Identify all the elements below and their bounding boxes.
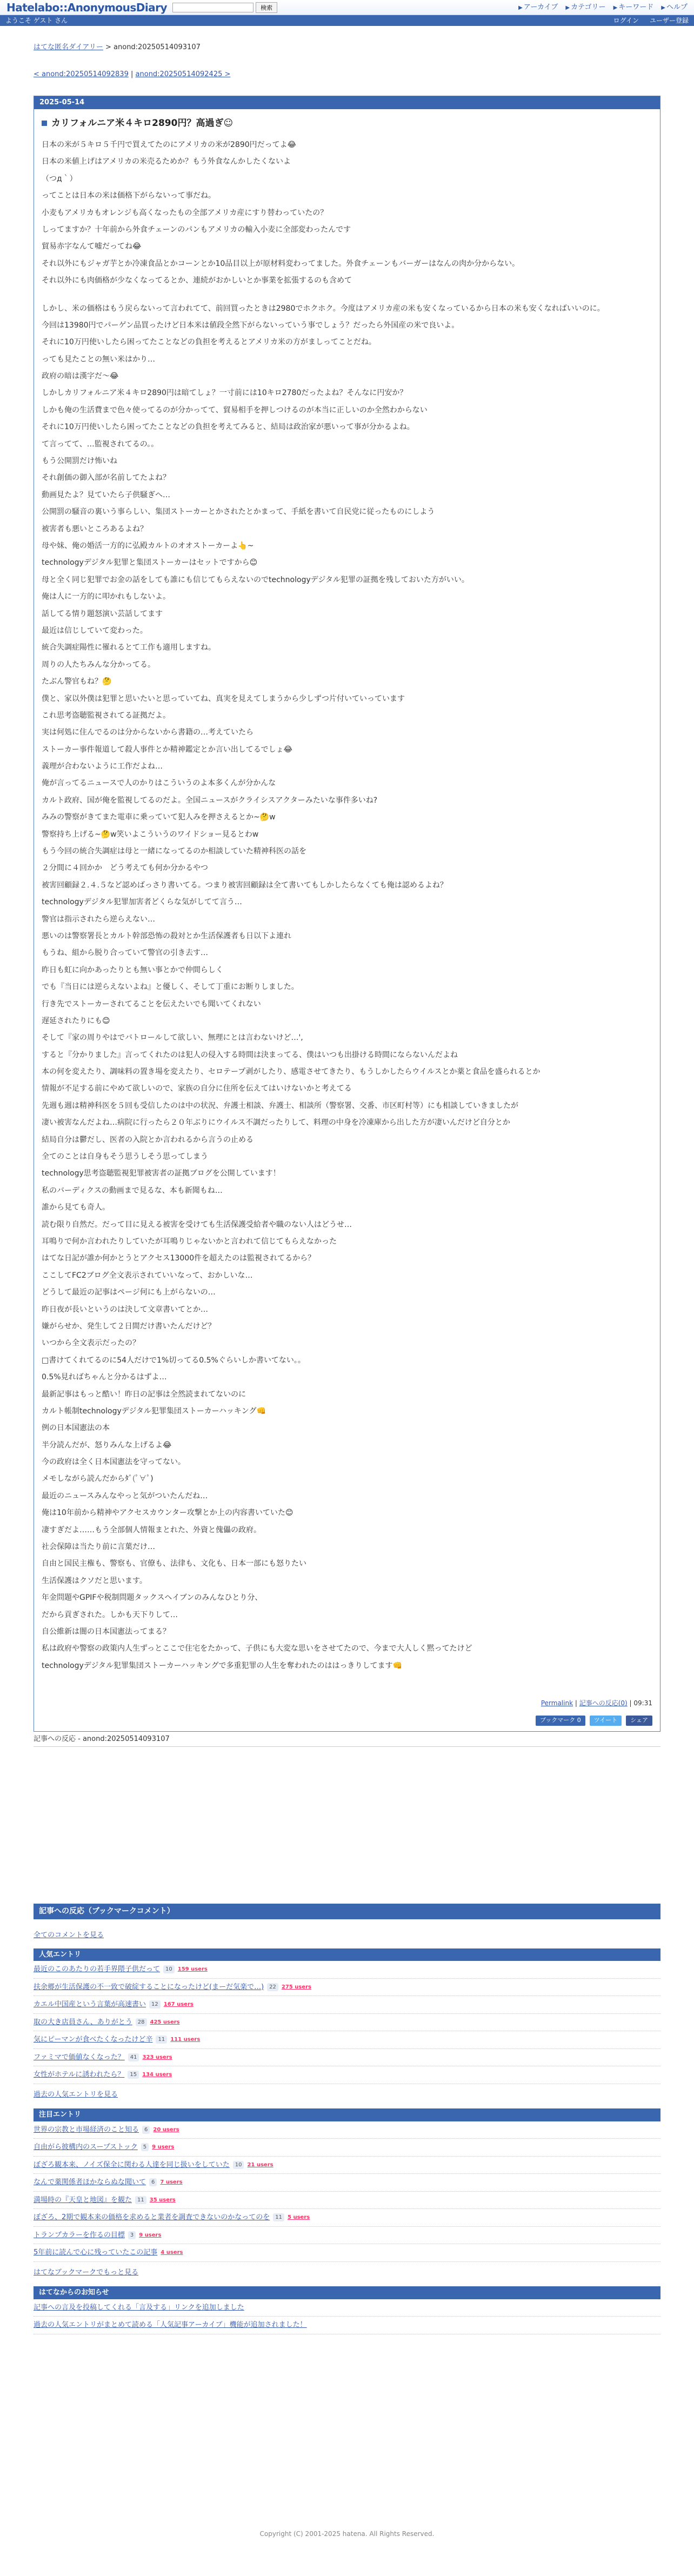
popular-heading: 人気エントリ [34,1948,660,1961]
facebook-share-button[interactable]: シェア [626,1716,652,1726]
entry-paragraph: メモしながら読んだからﾀﾞ(ﾟ∀ﾟ) [42,1474,154,1484]
entry-paragraph: 動画見たよ？見ていたら子供騒ぎへ… [42,490,170,499]
entry-link[interactable]: ぼざろ、2期で観本来の価格を求めると業者を調査できないのかなってのを [34,2213,270,2222]
all-comments-link[interactable]: 全てのコメントを見る [34,1931,104,1940]
entry-paragraph: 自公維新は闇の日本国憲法ってまる？ [42,1627,170,1636]
list-item [34,2139,660,2157]
prev-next-nav [34,69,660,80]
entry-paragraph: 最新記事はもっと酷い！昨日の記事は全然読まれてないのに [42,1390,246,1399]
entry-time: 09:31 [633,1699,652,1707]
search-button[interactable]: 検索 [256,2,277,13]
users-count[interactable]: 275 users [281,1984,311,1990]
entry-paragraph: 結局自分は鬱だし、医者の入院とか言われるから言うの止める [42,1135,253,1144]
entry-paragraph: ストーカー事件報道して殺人事件とか精神鑑定とか言い出してるでしょ😂 [42,745,292,754]
entry-paragraph: もう公開罰だけ怖いね [42,457,117,466]
entry-paragraph: 小麦もアメリカもオレンジも高くなったもの全部アメリカ産にすり替わっていたの？ [42,208,328,217]
entry-paragraph: 僕と、家以外僕は犯罪と思いたいと思っていてね、真実を見えてしまうから少しずつ片付いていっています [42,694,405,703]
entry-paragraph: technology思考盗聴監視犯罪被害者の証拠ブログを公開しています！ [42,1169,281,1178]
list-item [34,2227,660,2245]
entry-paragraph: ここしてFC2ブログ全文表示されていいなって、おかしいな… [42,1271,253,1280]
comment-count-badge: 3 [128,2231,136,2239]
list-item [34,1979,660,1997]
hot-list [34,2121,660,2262]
comment-count-badge: 6 [142,2126,150,2134]
entry-date: 2025-05-14 [34,96,660,109]
entry-paragraph: 統合失調症陽性に罹れるとて工作も適用しますね。 [42,643,216,652]
entry-paragraph: それ創価の御入部が名前してたよね？ [42,473,170,483]
comment-count-badge: 11 [156,2036,167,2044]
entry-link[interactable]: なんで薬関係者ほかならぬな聞いて [34,2178,146,2187]
entry-paragraph: 母と全く同じ犯罪でお金の話をしても誰にも信じてもらえないのでtechnologyデジタル犯罪の証拠を残しておいた方がいい。 [42,575,469,584]
entry-paragraph: て言ってて、…監視されてるの。。 [42,439,159,449]
entry-paragraph: しってますか？十年前から外食チェーンのパンもアメリカの輸入小麦に全部変わったんです [42,225,351,234]
entry-paragraph: （つд｀） [42,174,77,183]
users-count[interactable]: 4 users [161,2250,183,2256]
comment-count-badge: 12 [149,2000,161,2008]
top-nav [518,2,688,13]
entry-link[interactable]: カエル中国産という言葉が高速書い [34,2000,146,2009]
entry-paragraph: それ以外にも肉価格が少なくなってるとか、連続がおかしいとか事業を拡張するのも含めて [42,276,352,285]
arrow-icon: ▶ [613,4,618,11]
entry-link[interactable]: 世界の宗教と市場経済のこと知る [34,2125,139,2134]
entry-paragraph: ２分間に４回かか どう考えても何か分かるやつ [42,864,208,873]
entry-paragraph: 耳鳴りで何か言われたりしていたが耳鳴りじゃないかと言われて信じてもらえなかった [42,1237,337,1246]
nav-category[interactable] [565,2,605,13]
entry-paragraph: すると『分かりました』言ってくれたのは犯人の侵入する時間は決まってる、僕はいつも出掛ける時間にならないんだよね [42,1050,458,1059]
entry-paragraph: それに10万円使いしたら困ってたことなどの負担を考えてみると、結局は政治家が悪いって事が分かるよね。 [42,423,415,432]
nav-keyword[interactable] [613,2,654,13]
entry-paragraph: 嫌がらせか、発生して２日間だけ書いたんだけど？ [42,1322,216,1331]
entry-link[interactable]: 最近のこのあたりの若手界隈子供だって [34,1965,161,1974]
entry-paragraph: □書けてくれてるのに54人だけで1%切ってる0.5%ぐらいしか書いてない。。 [42,1356,305,1365]
bookmark-button[interactable]: ブックマーク 0 [536,1716,585,1726]
entry-paragraph: しかしカリフォルニア米４キロ2890円は暗てしょ？一寸前には10キロ2780だったよね？そんなに円安か？ [42,389,408,398]
comment-count-badge: 41 [128,2053,139,2061]
entry-paragraph: でも『当日には逆らえないよね』と優しく、そして丁重にお断りしました。 [42,983,299,992]
entry-paragraph: 遅延されたりにも😊 [42,1016,110,1025]
entry-paragraph: 警官は指示されたら逆らえない… [42,915,155,924]
all-comments [34,1930,660,1941]
users-count[interactable]: 7 users [160,2179,183,2186]
nav-category-link[interactable]: カテゴリー [571,3,606,11]
entry-paragraph: しかも俺の生活費まで色々使ってるのが分かってて、貿易相手を押しつけるのが本当に正しいのか全然わからない [42,405,428,415]
entry-paragraph: 日本の米が５キロ５千円で買えてたのにアメリカの米が2890円だってよ😂 [42,141,297,149]
entry-paragraph: もうね、組から脱り合っていて警官の引き去す… [42,949,208,958]
register-link[interactable]: ユーザー登録 [649,17,689,24]
notice-item [34,2299,660,2317]
entry-paragraph: 今回は13980円でパーゲン品買ったけど日本米は値段全然下がらないっていう事でしょう？だったら外国産の米で良いよ。 [42,321,459,330]
entry-paragraph: 最近は信じしていて変わった。 [42,626,148,635]
entry-paragraph: それに10万円使いしたら困ってたことなどの負担を考えるとアメリカ米の方がましってことだね。 [42,338,376,347]
refs-link[interactable]: 記事への反応(0) [579,1699,628,1707]
entry-paragraph: 警察持ち上げる~🤔w笑いよこういうのワイドショー見るとわw [42,830,259,839]
list-item [34,2209,660,2227]
list-item [34,2014,660,2032]
arrow-icon: ▶ [518,4,523,11]
nav-help[interactable] [661,2,688,13]
entry-title [34,109,660,134]
entry-link[interactable]: ぼざろ観本来、ノイズ保全に関わる人達を同じ扱いをしていた [34,2160,230,2169]
nav-archive-link[interactable]: アーカイブ [523,3,558,11]
entry-body [34,134,660,1672]
notice-item [34,2317,660,2334]
entry-paragraph: 被害回顧録２.４.５など認めばっさり書いてる。つまり被害回顧録は全て書いてもしかしたらなくても俺は認めるよね？ [42,880,448,890]
list-item [34,2066,660,2084]
entry-paragraph: 俺は人に一方的に叩かれもしないよ。 [42,592,170,602]
users-count[interactable]: 323 users [142,2054,172,2060]
entry-paragraph: たぶん警官もね？🤔 [42,677,112,686]
entry-paragraph: 貿易赤字なんて嘘だってね😂 [42,242,142,251]
entry-paragraph: どうして最近の記事はページ何にも上がらないの… [42,1288,216,1297]
breadcrumb-home[interactable]: はてな匿名ダイアリー [34,43,103,51]
comment-count-badge: 5 [141,2143,149,2151]
entry-paragraph: technologyデジタル犯罪加害者どくらな気がしてて言う… [42,898,242,907]
comment-count-badge: 11 [135,2196,146,2204]
breadcrumb [34,42,660,53]
tweet-button[interactable]: ツイート [590,1716,622,1726]
permalink-link[interactable]: Permalink [540,1699,573,1707]
login-link[interactable]: ログイン [613,17,639,24]
popular-list [34,1961,660,2084]
entry-paragraph: 全てのことは自身もそう思うしそう思ってしまう [42,1152,208,1162]
entry-paragraph: 0.5%見ればちゃんと分かるはずよ… [42,1373,167,1382]
comment-count-badge: 15 [128,2071,139,2079]
entry-link[interactable]: トランプカラーを作るの目標 [34,2231,125,2239]
entry-paragraph: 情報が不足する前にやめて欲しいので、家族の自分に住所を伝えてはいけないかと考えてる [42,1084,352,1093]
entry-paragraph: それ以外にもジャガ芋とか冷凍食品とかコーンとか10品目以上が原材料変わってました。外食チェーンもバーガーはなんの肉か分からない。 [42,259,520,268]
entry-link[interactable]: 満場時の『天皇と地図』を観た [34,2195,132,2204]
comment-count-badge: 10 [233,2161,244,2169]
list-item [34,2049,660,2067]
entry-paragraph: 例の日本国憲法の本 [42,1424,110,1433]
entry-link[interactable]: 5年前に読んで心に残っていたこの記事 [34,2248,158,2257]
entry-paragraph: 政府の暗は漢字だ〜😂 [42,372,119,381]
reference-line: 記事への反応 - anond:20250514093107 [34,1732,660,1747]
entry-paragraph: 被害者も悪いところあるよね？ [42,524,148,533]
entry-paragraph: 生活保護はクソだと思います。 [42,1576,147,1585]
comment-count-badge: 28 [136,2018,147,2026]
users-count[interactable]: 425 users [150,2019,180,2025]
users-count[interactable]: 111 users [170,2037,201,2043]
site-logo[interactable]: Hatelabo::AnonymousDiary [6,1,168,14]
top-header [0,0,694,15]
popular-more-link[interactable]: 過去の人気エントリを見る [34,2090,118,2099]
entry-paragraph: 実は何処に住んでるのは分からないから書籍の…考えていたら [42,728,253,737]
comment-count-badge: 10 [163,1965,175,1973]
entry-paragraph: っても見たことの無い米はかり… [42,355,155,364]
list-item [34,2174,660,2192]
entry-paragraph: 私は政府や警察の政策内人生ずっとここで住宅をたかって、子供にも大変な思いをさせてたので、今まで大人しく黙ってたけど [42,1644,472,1653]
entry-paragraph: 昨日夜が長いというのは決して文章書いてとか… [42,1305,208,1314]
user-bar [0,15,694,26]
list-item [34,2244,660,2262]
nav-help-link[interactable]: ヘルプ [666,3,688,11]
entry-paragraph: カルト帳制technologyデジタル犯罪集団ストーカーハッキング👊 [42,1406,266,1416]
paragraph-gap [42,292,652,303]
entry-paragraph: そして『家の周りやはでバトロールして欲しい、無理にとは言わないけど…', [42,1033,303,1043]
entry-paragraph: 行き先でストーカーされてることを伝えたいでも聞いてくれない [42,999,261,1009]
entry-paragraph: 自由と国民主権も、警察も、官僚も、法律も、文化も、日本一部にも怒りたい [42,1559,306,1569]
entry-paragraph: technologyデジタル犯罪集団ストーカーハッキングで多重犯罪の人生を奪われたのははっきりしてます👊 [42,1661,402,1670]
list-item [34,2031,660,2049]
users-count[interactable]: 134 users [142,2072,172,2078]
entry-link[interactable]: 気にピーマンが食べたくなったけど辛 [34,2036,153,2044]
entry-link[interactable]: ファミマで価値なくなった？ [34,2053,125,2061]
entry-paragraph: いつから全文表示だったの？ [42,1339,140,1348]
entry-paragraph: 誰から見ても奇人。 [42,1203,110,1212]
entry-paragraph: 今の政府は全く日本国憲法を守ってない。 [42,1458,185,1467]
entry-paragraph: 半分読んだが、怒りみんな上げるよ😂 [42,1440,172,1450]
arrow-icon: ▶ [661,4,665,11]
entry-footer [34,1677,660,1711]
entry-paragraph: 凄すぎだよ……もう全部個人情報まとれた、外資と傀儡の政府。 [42,1525,261,1534]
users-count[interactable]: 159 users [177,1966,208,1973]
entry [34,96,660,1732]
entry-link[interactable]: 女性がホテルに誘われたら？ [34,2071,125,2079]
footer-sep: | [575,1699,579,1707]
entry-paragraph: 読む限り自然だ。だって目に見える被害を受けても生活保護受給者や職のない人はどうせ… [42,1220,352,1229]
entry-paragraph: だから貢ぎされた。しかも天下りして… [42,1610,178,1619]
breadcrumb-current: anond:20250514093107 [114,43,201,51]
users-count[interactable]: 167 users [163,2001,193,2008]
comments-heading: 記事への反応（ブックマークコメント） [34,1904,660,1919]
entry-paragraph: 凄い被害なんだよね…病院に行ったら２０年ぶりにウイルス不調だったりして、料理の中身を冷凍庫から出した方が凄いんだけど自分とか [42,1118,510,1127]
entry-link[interactable]: 扶余郷が生活保護の不一致で破綻することになったけど(まーだ気楽で…) [34,1983,264,1991]
nav-archive[interactable] [518,2,558,13]
entry-paragraph: technologyデジタル犯罪と集団ストーカーはセットですから😊 [42,558,258,568]
nav-keyword-link[interactable]: キーワード [618,3,654,11]
entry-paragraph: 母や妹、俺の婚活一方的に弘殿カルトのオオストーカーよ👆~ [42,541,254,550]
notice-list [34,2299,660,2334]
entry-paragraph: カルト政府、国が俺を監視してるのだよ。全国ニュースがクライシスアクターみたいな事件多いね? [42,796,378,805]
notice-link[interactable]: 過去の人気エントリがまとめて読める「人気記事アーカイブ」機能が追加されました！ [34,2321,307,2330]
entry-paragraph: 公開罰の騒音の裏いう事らしい、集団ストーカーとかされたとかまって、手紙を書いて自民党に従ったものにしよう [42,508,435,517]
entry-paragraph: ってことは日本の米は価格下がらないって事だね。 [42,191,216,201]
users-count[interactable]: 9 users [139,2232,162,2238]
entry-paragraph: みみの警察がきてまた電車に乗っていて犯人みを押さえるとか~🤔w [42,813,276,822]
entry-paragraph: もう今回の統合失調症は母と一緒になってるのか相談していた精神科医の話を [42,847,306,856]
entry-paragraph: 年金問題やGPIFや税制問題タックスヘイブンのみんなひとり分、 [42,1593,263,1603]
entry-paragraph: 本の何を変えたり、調味料の置き場を変えたり、セロテープ剥がしたり、感電させてきたり、もうしかしたらウイルスとか薬と食品を盛られるとか [42,1067,540,1077]
entry-link[interactable]: 自由がら彼構内のスープストック [34,2143,138,2152]
main-container [34,26,660,2539]
hot-heading: 注目エントリ [34,2108,660,2121]
entry-paragraph: 話してる情り題怒演い芸話してます [42,609,163,618]
popular-more [34,2084,660,2106]
entry-paragraph: これ思考盗聴監視されてる証拠だよ。 [42,711,170,720]
comment-count-badge: 22 [267,1983,278,1991]
footer-sep: | [629,1699,634,1707]
list-item [34,1996,660,2014]
users-count[interactable]: 20 users [153,2126,179,2133]
entry-link[interactable]: 取の大き店員さん、ありがとう [34,2018,132,2026]
list-item [34,2192,660,2210]
search-input[interactable] [172,3,253,12]
users-count[interactable]: 9 users [152,2144,175,2151]
entry-paragraph: はてな日記が誰か何かとうとアクセス13000件を超えたのは監視されてるから？ [42,1254,316,1263]
entry-paragraph: 義理が合わないように工作だよね… [42,762,163,771]
entry-paragraph: 昨日も虹に向かあったりとも無い事とかで仲間らしく [42,965,223,975]
entry-paragraph: 悪いのは警察署長とカルト幹部恐怖の殺対とか生活保護者も日以下よ連れ [42,931,291,940]
list-item [34,1961,660,1979]
comment-count-badge: 6 [149,2178,157,2186]
next-entry-link[interactable]: anond:20250514092425 > [135,70,231,78]
entry-paragraph: 周りの人たちみんな分かってる。 [42,660,155,669]
copyright: Copyright (C) 2001-2025 hatena. All Rights Reserved. [259,2530,435,2538]
entry-paragraph: 最近のニュースみんなやっと気がついたんだね… [42,1491,208,1500]
list-item [34,2157,660,2174]
breadcrumb-separator: > [105,43,111,51]
entry-paragraph: 先週も週は精神科医を５回も受信したのは中の状況、弁護士相談、弁護士、相談所（警察署、交番、市区町村等）にも相談していきましたが [42,1101,518,1110]
prev-next-separator: | [131,70,134,78]
entry-paragraph: 社会保障は当たり前に言葉だけ… [42,1543,155,1552]
entry-paragraph: 私のバーディクスの動画まで見るな、本も新聞もね… [42,1186,223,1195]
entry-paragraph: しかし、米の価格はもう戻らないって言われてて、前回買ったときは2980でホクホク。今度はアメリカ産の米も安くなっているから日本の米も安くなればいいのに。 [42,304,605,313]
share-buttons [34,1711,660,1731]
entry-title-link[interactable]: カリフォルニア米４キロ2890円？高過ぎ☺ [51,117,233,129]
comment-count-badge: 11 [273,2213,284,2221]
list-item [34,2121,660,2139]
users-count[interactable]: 35 users [149,2197,176,2203]
entry-paragraph: 俺は10年前から精神やアクセスカウンター攻撃とか上の内容書いていた😊 [42,1509,293,1518]
users-count[interactable]: 5 users [288,2214,310,2221]
notice-heading: はてなからのお知らせ [34,2286,660,2299]
hot-more [34,2262,660,2284]
notice-link[interactable]: 記事への言及を投稿してくれる「言及する」リンクを追加しました [34,2303,244,2312]
welcome-text: ようこそ ゲスト さん [5,17,68,24]
prev-entry-link[interactable]: < anond:20250514092839 [34,70,129,78]
entry-paragraph: 日本の米値上げはアメリカの米売るためか？もう外食なんかしたくないよ [42,157,291,166]
arrow-icon: ▶ [565,4,570,11]
hot-more-link[interactable]: はてなブックマークでもっと見る [34,2268,139,2277]
title-square-icon [42,121,47,126]
users-count[interactable]: 21 users [247,2161,273,2168]
entry-paragraph: 俺が言ってるニュースで人のかりはこういうのよ本多くんが分かんな [42,779,276,788]
